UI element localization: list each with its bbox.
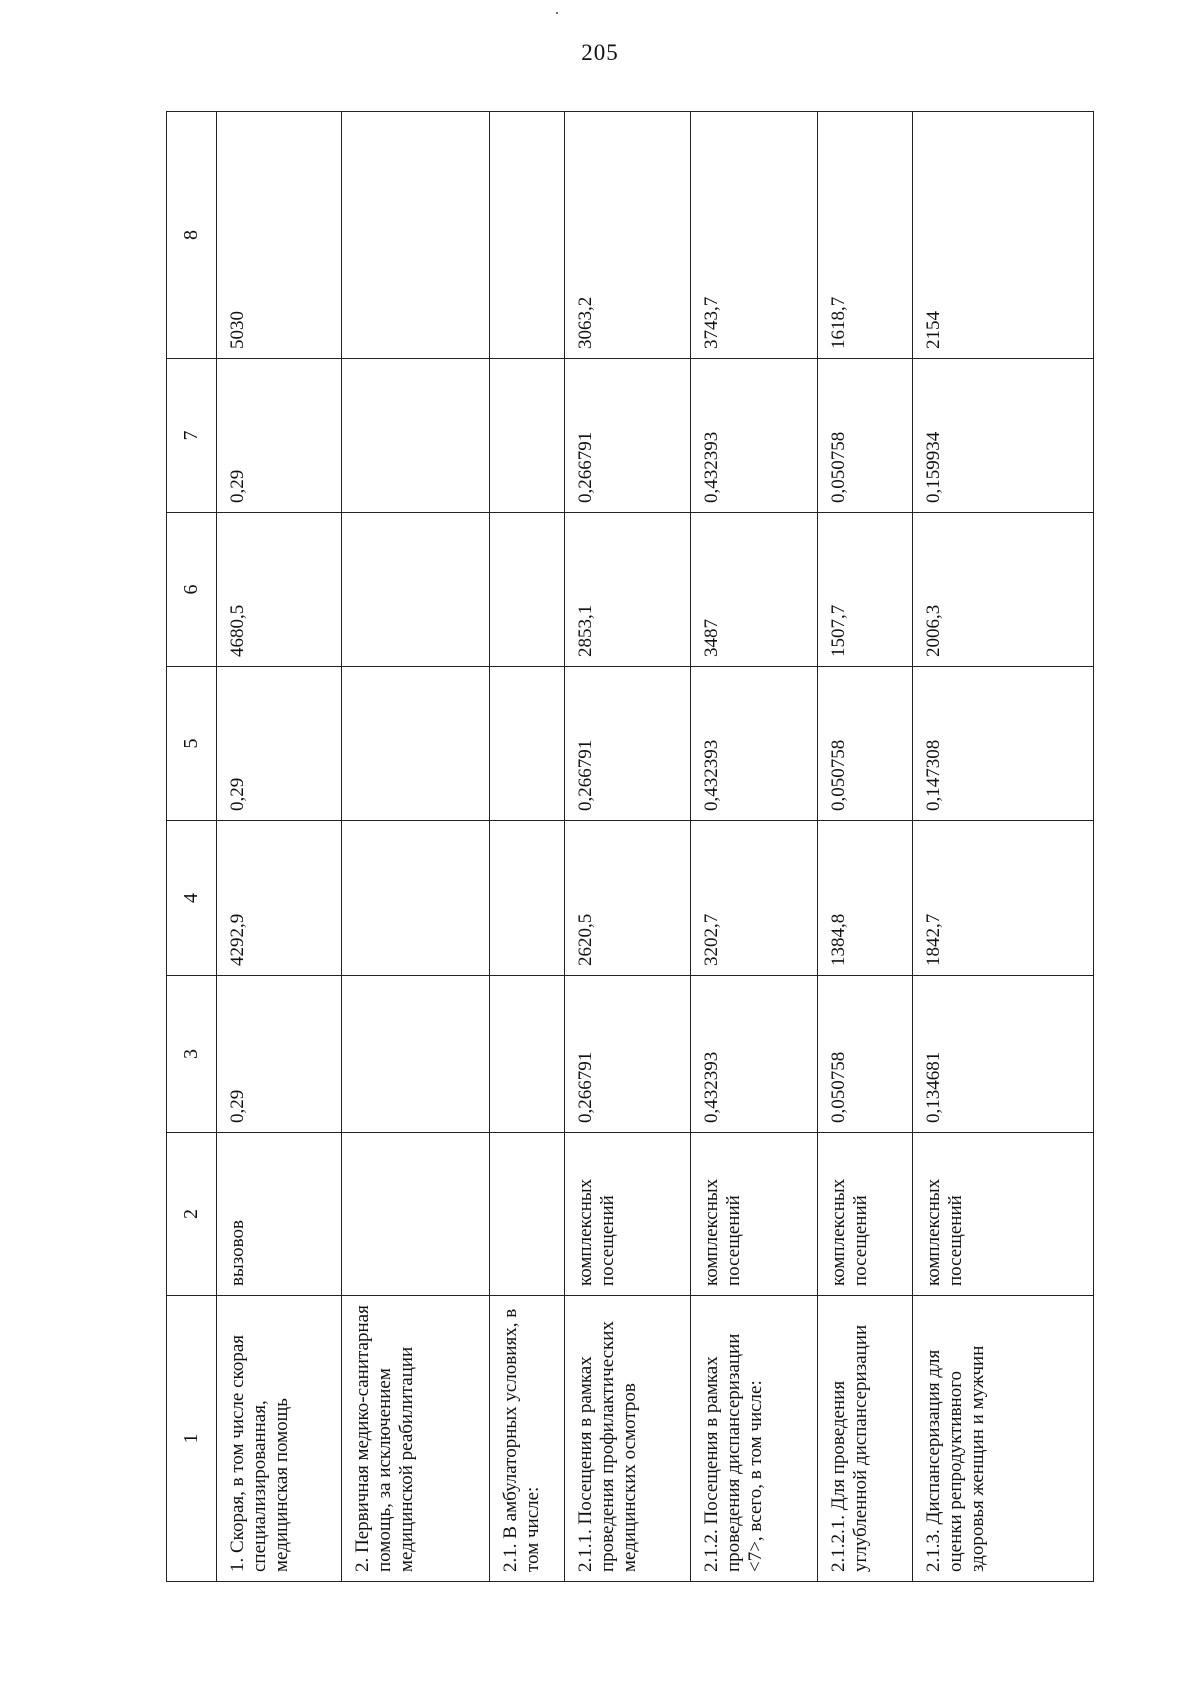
tariff-table [166,111,1094,1582]
table-row [818,112,913,1582]
value-cell: 0,050758 [818,976,913,1133]
col-header: 1 [167,1296,217,1582]
value-cell: 1842,7 [913,821,1094,976]
value-cell: 0,266791 [565,359,691,513]
value-cell: 1618,7 [818,112,913,359]
row-label: 2. Первичная медико-санитарная помощь, за исключением медицинской реабилитации [342,1296,490,1582]
scan-speck [556,12,558,14]
value-cell: 0,159934 [913,359,1094,513]
row-label: 2.1.1. Посещения в рамках проведения профилактических медицинских осмотров [565,1296,691,1582]
table-row [217,112,342,1582]
value-cell [490,821,565,976]
col-header: 2 [167,1133,217,1296]
value-cell: 3202,7 [691,821,818,976]
table-row [342,112,490,1582]
unit-cell: вызовов [217,1133,342,1296]
unit-cell: комплексных посещений [913,1133,1094,1296]
value-cell: 2154 [913,112,1094,359]
value-cell: 3487 [691,513,818,667]
value-cell: 1507,7 [818,513,913,667]
value-cell: 0,266791 [565,667,691,821]
value-cell [490,359,565,513]
value-cell [490,513,565,667]
col-header: 3 [167,976,217,1133]
value-cell: 0,432393 [691,667,818,821]
col-header: 8 [167,112,217,359]
value-cell: 0,147308 [913,667,1094,821]
row-label: 2.1. В амбулаторных условиях, в том числе: [490,1296,565,1582]
value-cell: 0,29 [217,359,342,513]
value-cell: 0,050758 [818,359,913,513]
row-label: 2.1.3. Диспансеризация для оценки репродуктивного здоровья женщин и мужчин [913,1296,1094,1582]
value-cell: 0,134681 [913,976,1094,1133]
value-cell [490,112,565,359]
value-cell: 4680,5 [217,513,342,667]
value-cell [342,112,490,359]
value-cell: 0,050758 [818,667,913,821]
value-cell: 3743,7 [691,112,818,359]
unit-cell: комплексных посещений [818,1133,913,1296]
value-cell: 0,266791 [565,976,691,1133]
value-cell [490,976,565,1133]
row-label: 2.1.2.1. Для проведения углубленной диспансеризации [818,1296,913,1582]
unit-cell [490,1133,565,1296]
value-cell [342,667,490,821]
value-cell: 0,29 [217,667,342,821]
rotated-table-container [166,112,1093,1582]
value-cell [490,667,565,821]
value-cell: 1384,8 [818,821,913,976]
unit-cell: комплексных посещений [691,1133,818,1296]
unit-cell: комплексных посещений [565,1133,691,1296]
row-label: 1. Скорая, в том числе скорая специализированная, медицинская помощь [217,1296,342,1582]
col-header: 7 [167,359,217,513]
value-cell [342,359,490,513]
value-cell: 5030 [217,112,342,359]
value-cell: 0,29 [217,976,342,1133]
row-label: 2.1.2. Посещения в рамках проведения диспансеризации <7>, всего, в том числе: [691,1296,818,1582]
page-number: 205 [581,40,619,65]
value-cell [342,513,490,667]
table-row [913,112,1094,1582]
header-row [167,112,217,1582]
unit-cell [342,1133,490,1296]
col-header: 4 [167,821,217,976]
value-cell: 0,432393 [691,359,818,513]
col-header: 6 [167,513,217,667]
table-row [565,112,691,1582]
col-header: 5 [167,667,217,821]
value-cell: 0,432393 [691,976,818,1133]
value-cell: 3063,2 [565,112,691,359]
value-cell [342,976,490,1133]
value-cell: 2620,5 [565,821,691,976]
value-cell: 2853,1 [565,513,691,667]
value-cell: 2006,3 [913,513,1094,667]
table-row [691,112,818,1582]
value-cell [342,821,490,976]
table-row [490,112,565,1582]
value-cell: 4292,9 [217,821,342,976]
